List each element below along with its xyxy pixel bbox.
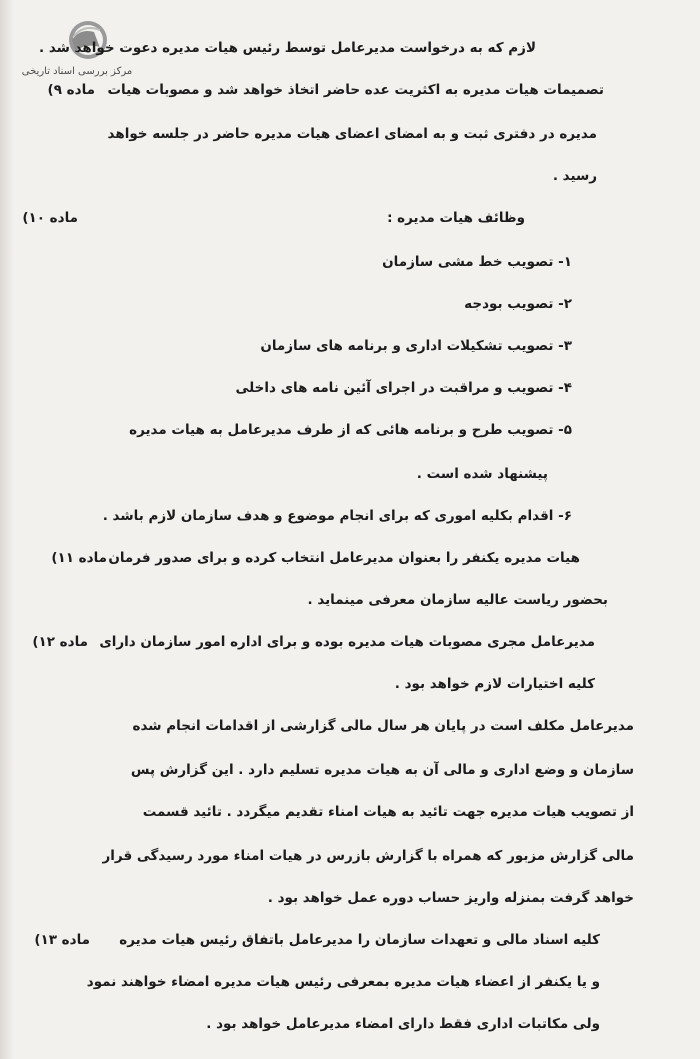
text-line-18: سازمان و وضع اداری و مالی آن به هیات مدیره تسلیم دارد . این گزارش پس: [130, 762, 634, 778]
article-10-label: ماده ۱۰): [22, 210, 78, 226]
text-line-14: بحضور ریاست عالیه سازمان معرفی مینماید .: [307, 592, 608, 608]
article-11-label: ماده ۱۱): [51, 550, 107, 566]
text-line-4: رسید .: [552, 168, 597, 184]
scan-edge-shadow: [0, 0, 14, 1059]
logo-caption: مرکز بررسی اسناد تاریخی: [21, 66, 133, 77]
text-line-15: مدیرعامل مجری مصوبات هیات مدیره بوده و برای اداره امور سازمان دارای: [99, 634, 595, 650]
text-line-13: هیات مدیره یکنفر را بعنوان مدیرعامل انتخاب کرده و برای صدور فرمان: [108, 550, 580, 566]
list-item-4: ۴- تصویب و مراقبت در اجرای آئین نامه های داخلی: [235, 380, 572, 396]
list-item-5: ۵- تصویب طرح و برنامه هائی که از طرف مدیرعامل به هیات مدیره: [129, 422, 572, 438]
list-item-2: ۲- تصویب بودجه: [464, 296, 572, 312]
text-line-20: مالی گزارش مزبور که همراه با گزارش بازرس در هیات امناء مورد رسیدگی قرار: [102, 848, 634, 864]
article-13-label: ماده ۱۳): [34, 932, 90, 948]
text-line-19: از تصویب هیات مدیره جهت تائید به هیات امناء تقدیم میگردد . تائید قسمت: [142, 804, 634, 820]
text-line-2: تصمیمات هیات مدیره به اکثریت عده حاضر اتخاذ خواهد شد و مصوبات هیات: [107, 82, 604, 98]
text-line-5: وظائف هیات مدیره :: [387, 210, 525, 226]
list-item-5-cont: پیشنهاد شده است .: [416, 466, 548, 482]
text-line-17: مدیرعامل مکلف است در پایان هر سال مالی گزارشی از اقدامات انجام شده: [132, 718, 634, 734]
list-item-1: ۱- تصویب خط مشی سازمان: [382, 254, 572, 270]
article-9-label: ماده ۹): [47, 82, 95, 98]
list-item-6: ۶- اقدام بکلیه اموری که برای انجام موضوع و هدف سازمان لازم باشد .: [102, 508, 572, 524]
text-line-23: و یا یکنفر از اعضاء هیات مدیره بمعرفی رئیس هیات مدیره امضاء خواهند نمود: [86, 974, 600, 990]
text-line-24: ولی مکاتبات اداری فقط دارای امضاء مدیرعامل خواهد بود .: [206, 1016, 600, 1032]
text-line-1: لازم که به درخواست مدیرعامل توسط رئیس هیات مدیره دعوت خواهد شد .: [39, 40, 536, 56]
text-line-21: خواهد گرفت بمنزله واریز حساب دوره عمل خواهد بود .: [267, 890, 634, 906]
article-12-label: ماده ۱۲): [32, 634, 88, 650]
text-line-3: مدیره در دفتری ثبت و به امضای اعضای هیات مدیره حاضر در جلسه خواهد: [107, 126, 597, 142]
text-line-16: کلیه اختیارات لازم خواهد بود .: [394, 676, 595, 692]
text-line-22: کلیه اسناد مالی و تعهدات سازمان را مدیرعامل باتفاق رئیس هیات مدیره: [119, 932, 600, 948]
list-item-3: ۳- تصویب تشکیلات اداری و برنامه های سازمان: [260, 338, 572, 354]
